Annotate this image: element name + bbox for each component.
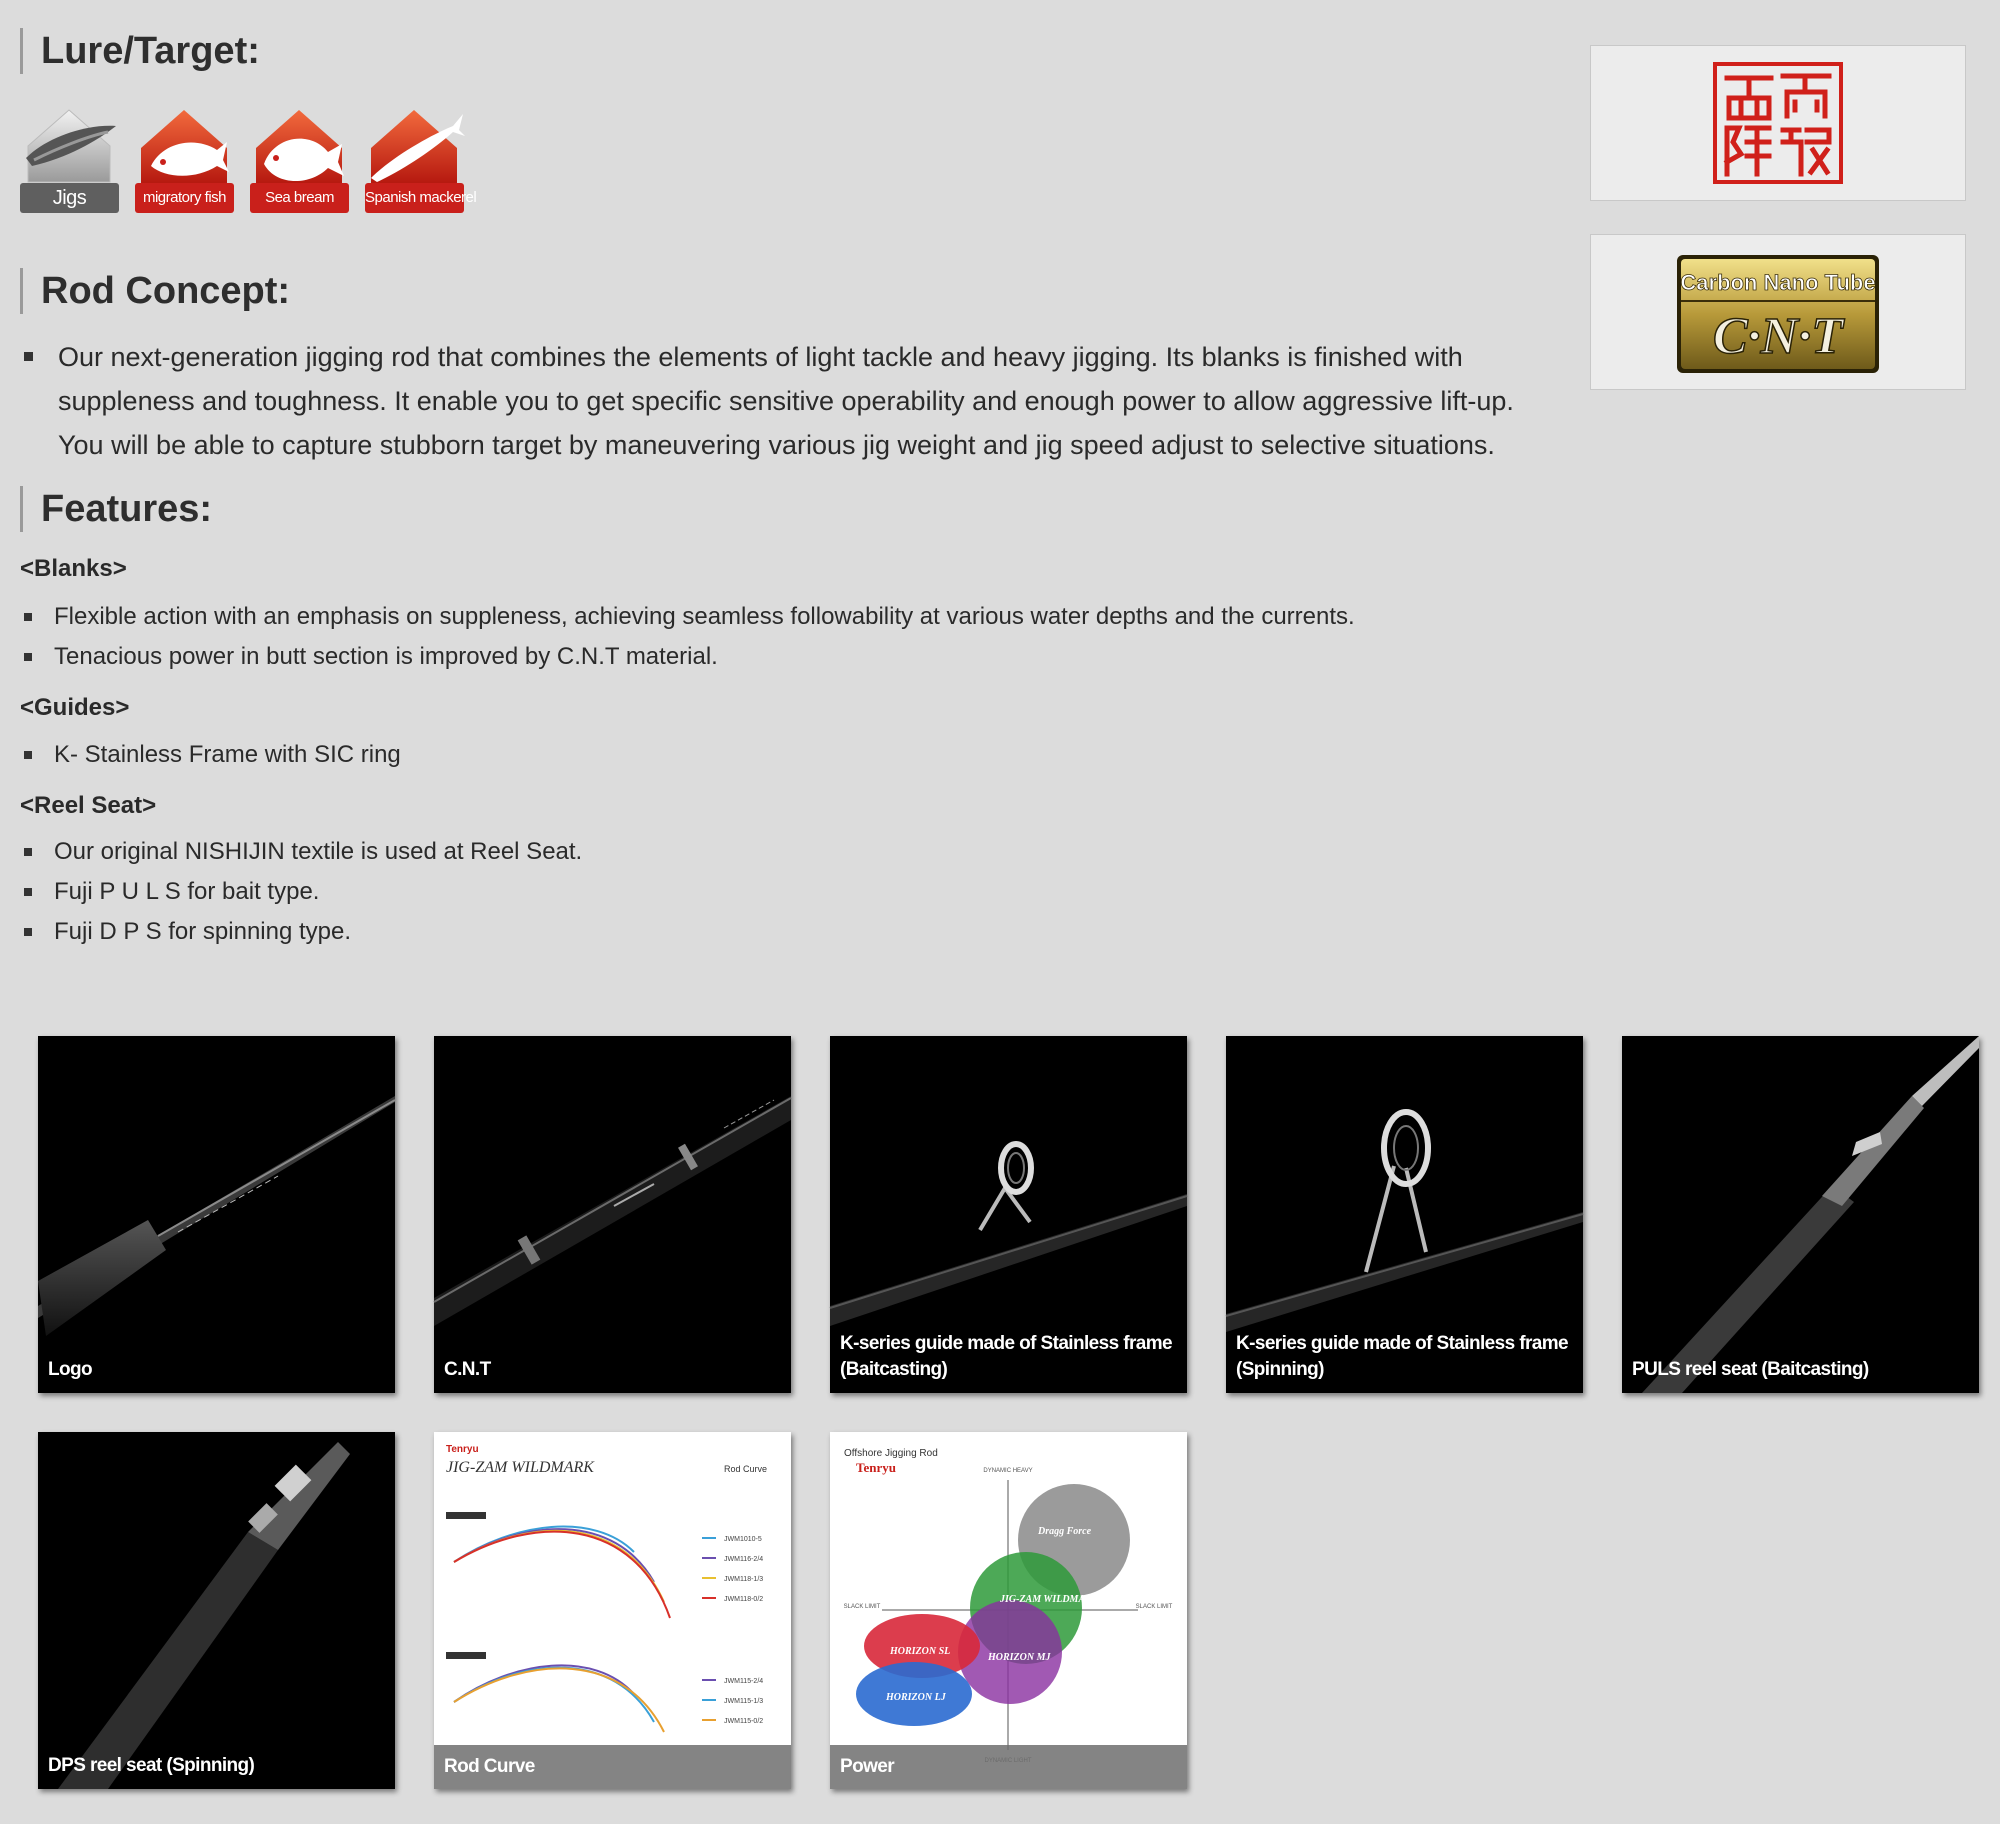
curve-legend: JWM115-2/4 xyxy=(724,1678,764,1685)
axis-top: DYNAMIC HEAVY xyxy=(983,1468,1033,1474)
list-item: Fuji P U L S for bait type. xyxy=(20,872,1520,912)
guides-subheading: <Guides> xyxy=(20,694,130,721)
nishijin-badge xyxy=(1590,45,1966,201)
concept-line: Our next-generation jigging rod that combines the elements of light tackle and heavy jigging. Its blanks is finished with xyxy=(58,342,1463,372)
guides-list xyxy=(20,735,1520,775)
lure-label: Spanish mackerel xyxy=(365,183,464,213)
power-brand: Tenryu xyxy=(856,1460,896,1475)
cnt-bottom-text: C·N·T xyxy=(1713,308,1843,365)
gallery-thumb-guide-spin[interactable] xyxy=(1226,1036,1583,1393)
features-heading: Features: xyxy=(20,486,212,532)
rod-curve-brand: Tenryu xyxy=(446,1444,479,1455)
cnt-top-text: Carbon Nano Tube xyxy=(1680,270,1876,295)
dps-reel-seat-image xyxy=(38,1432,395,1789)
gallery-thumb-puls[interactable] xyxy=(1622,1036,1979,1393)
curve-legend: JWM115-1/3 xyxy=(724,1698,764,1705)
product-label: Dragg Force xyxy=(1038,1526,1092,1537)
concept-line: You will be able to capture stubborn target by maneuvering various jig weight and jig speed adjust to selective situations. xyxy=(58,430,1495,460)
axis-left: SLACK LIMIT xyxy=(843,1604,881,1610)
rod-cnt-image xyxy=(434,1036,791,1393)
axis-right: SLACK LIMIT xyxy=(1135,1604,1173,1610)
list-item: Tenacious power in butt section is improved by C.N.T material. xyxy=(20,637,1520,677)
curve-legend: JWM116-2/4 xyxy=(724,1556,764,1563)
gallery-caption: K-series guide made of Stainless frame (Baitcasting) xyxy=(840,1333,1172,1380)
gallery-caption: Rod Curve xyxy=(444,1756,535,1777)
lure-label: Jigs xyxy=(20,183,119,213)
list-item: Our original NISHIJIN textile is used at Reel Seat. xyxy=(20,832,1520,872)
gallery-caption: PULS reel seat (Baitcasting) xyxy=(1632,1359,1869,1380)
reel-seat-subheading: <Reel Seat> xyxy=(20,792,157,819)
gallery-caption: DPS reel seat (Spinning) xyxy=(48,1755,255,1776)
lure-icon-migratory-fish xyxy=(133,106,236,215)
gallery-thumb-logo[interactable] xyxy=(38,1036,395,1393)
rod-curve-series: JIG-ZAM WILDMARK xyxy=(446,1459,594,1476)
gallery-thumb-dps[interactable] xyxy=(38,1432,395,1789)
product-label: JIG-ZAM WILDMARK xyxy=(1000,1594,1099,1605)
lure-icon-jigs xyxy=(18,106,121,215)
rod-concept-list xyxy=(20,335,1560,467)
nishijin-seal-icon xyxy=(1591,46,1965,200)
concept-line: suppleness and toughness. It enable you to get specific sensitive operability and enough power to allow aggressive lift-up. xyxy=(58,386,1514,416)
list-item: Flexible action with an emphasis on suppleness, achieving seamless followability at various water depths and the currents. xyxy=(20,597,1520,637)
gallery-caption: Power xyxy=(840,1756,895,1777)
product-label: HORIZON MJ xyxy=(988,1652,1051,1663)
power-title: Offshore Jigging Rod xyxy=(844,1448,938,1459)
rod-curve-label: Rod Curve xyxy=(724,1464,768,1474)
lure-icon-spanish-mackerel xyxy=(363,106,477,215)
gallery-thumb-cnt[interactable] xyxy=(434,1036,791,1393)
gallery-caption: C.N.T xyxy=(444,1359,491,1380)
rod-curve-chart-image xyxy=(434,1432,791,1789)
lure-icons xyxy=(18,106,477,215)
power-chart-image xyxy=(830,1432,1187,1789)
curve-legend: JWM118-1/3 xyxy=(724,1576,764,1583)
gallery-caption: K-series guide made of Stainless frame (Spinning) xyxy=(1236,1333,1568,1380)
curve-legend: JWM118-0/2 xyxy=(724,1596,764,1603)
product-label: HORIZON LJ xyxy=(886,1692,946,1703)
blanks-subheading: <Blanks> xyxy=(20,555,127,582)
rod-concept-heading: Rod Concept: xyxy=(20,268,290,314)
lure-icon-sea-bream xyxy=(248,106,351,215)
gallery-thumb-power[interactable] xyxy=(830,1432,1187,1789)
lure-label: Sea bream xyxy=(250,183,349,213)
curve-legend: JWM115-0/2 xyxy=(724,1718,764,1725)
gallery-thumb-rod-curve[interactable] xyxy=(434,1432,791,1789)
product-label: HORIZON SL xyxy=(890,1646,951,1657)
rod-concept-text xyxy=(20,335,1560,467)
list-item: K- Stainless Frame with SIC ring xyxy=(20,735,1520,775)
rod-logo-image xyxy=(38,1036,395,1393)
cnt-badge xyxy=(1590,234,1966,390)
cnt-logo-icon xyxy=(1591,235,1965,389)
puls-reel-seat-image xyxy=(1622,1036,1979,1393)
lure-target-heading: Lure/Target: xyxy=(20,28,260,74)
lure-label: migratory fish xyxy=(135,183,234,213)
curve-legend: JWM1010-5 xyxy=(724,1536,762,1543)
list-item: Fuji D P S for spinning type. xyxy=(20,912,1520,952)
reel-seat-list xyxy=(20,832,1520,952)
gallery-thumb-guide-bait[interactable] xyxy=(830,1036,1187,1393)
blanks-list xyxy=(20,597,1520,677)
gallery-caption: Logo xyxy=(48,1359,93,1380)
